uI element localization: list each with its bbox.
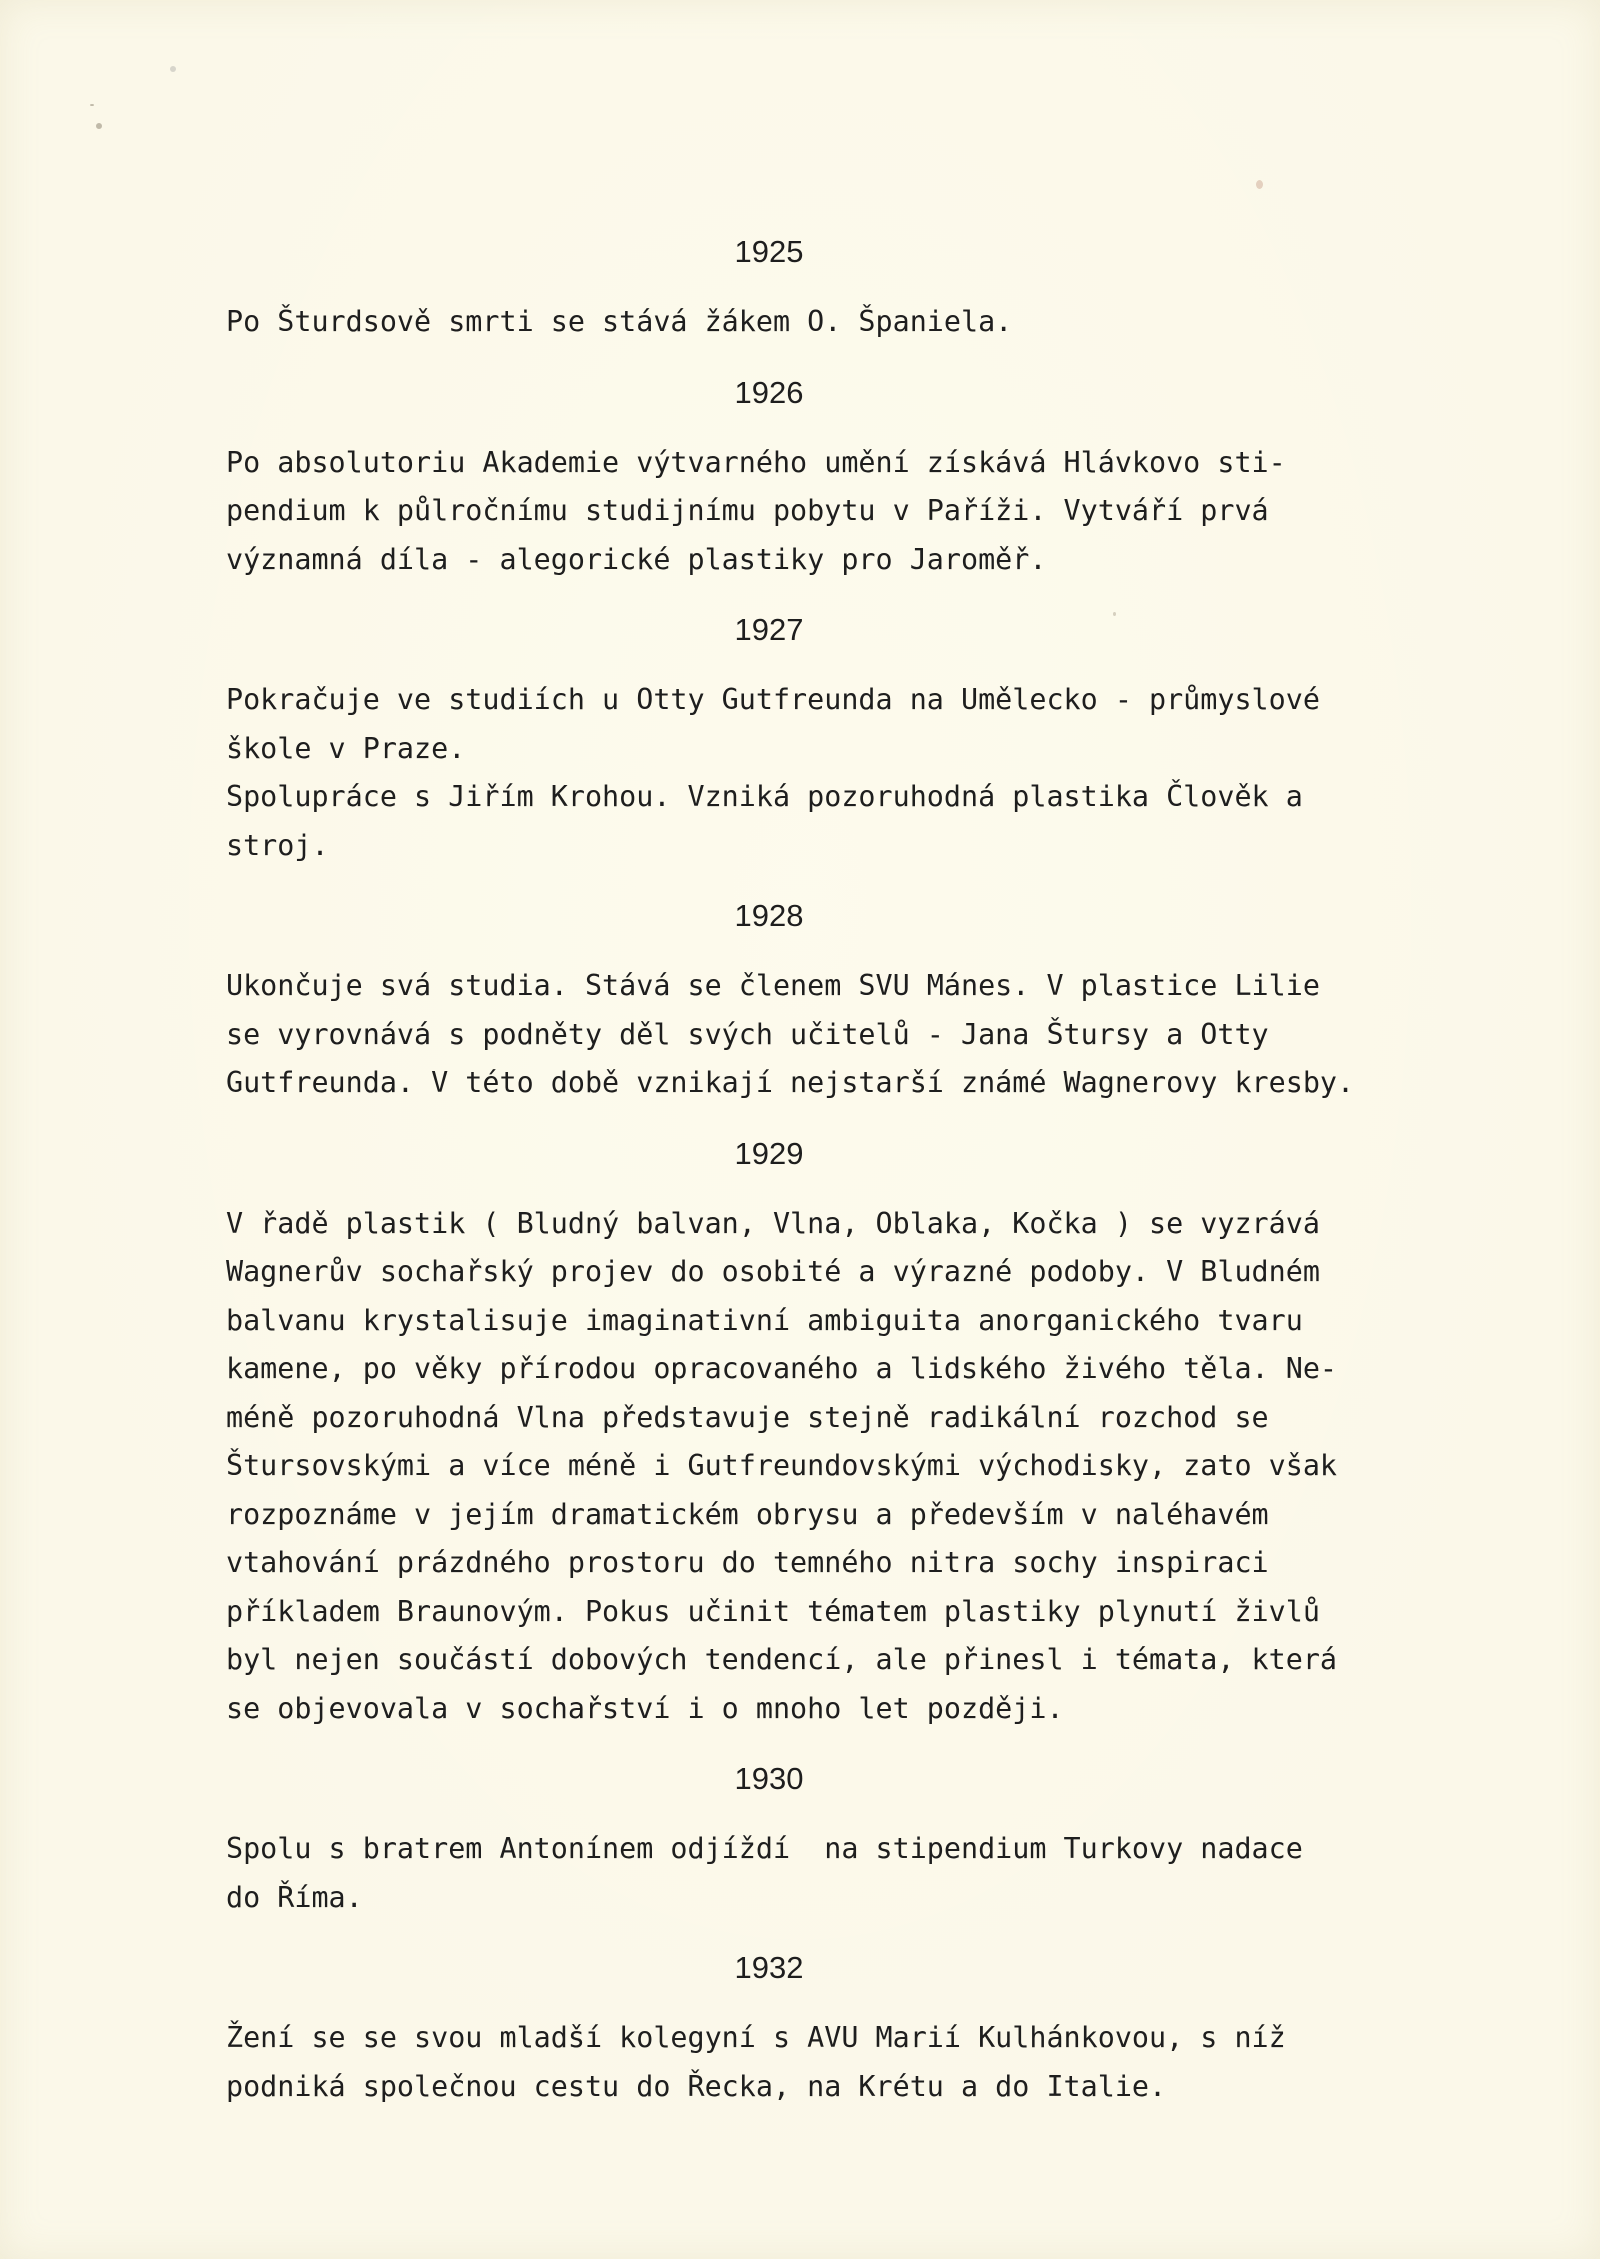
year-heading-1929: 1929 bbox=[734, 1135, 804, 1171]
heading-spacer bbox=[226, 1988, 1526, 2014]
section-spacer bbox=[226, 347, 1526, 373]
year-heading-1930: 1930 bbox=[734, 1761, 804, 1796]
year-heading-1932: 1932 bbox=[734, 1950, 804, 1985]
text-line: Ukončuje svá studia. Stává se členem SVU Mánes. V plastice Lilie bbox=[226, 969, 1320, 1002]
entry-paragraph-1930 bbox=[226, 1825, 1526, 1922]
text-line: příkladem Braunovým. Pokus učinit tématem plastiky plynutí živlů bbox=[226, 1594, 1320, 1628]
text-line: vtahování prázdného prostoru do temného nitra sochy inspiraci bbox=[226, 1546, 1269, 1579]
entry-paragraph-1928 bbox=[226, 962, 1526, 1108]
text-line: Po Šturdsově smrti se stává žákem O. Španiela. bbox=[226, 305, 1013, 338]
section-spacer bbox=[226, 1922, 1526, 1948]
text-line: Pokračuje ve studiích u Otty Gutfreunda na Umělecko - průmyslové bbox=[226, 683, 1320, 716]
section-spacer bbox=[226, 584, 1526, 610]
heading-spacer bbox=[226, 413, 1526, 439]
paper-speck bbox=[1256, 180, 1263, 189]
entry-paragraph-1925 bbox=[226, 298, 1526, 347]
text-line: škole v Praze. bbox=[226, 731, 466, 765]
entry-paragraph-1926 bbox=[226, 439, 1526, 585]
heading-spacer bbox=[226, 272, 1526, 298]
heading-spacer bbox=[226, 1799, 1526, 1825]
entry-paragraph-1927 bbox=[226, 676, 1526, 870]
text-line: Wagnerův sochařský projev do osobité a výrazné podoby. V Bludném bbox=[226, 1255, 1320, 1288]
text-line: balvanu krystalisuje imaginativní ambiguita anorganického tvaru bbox=[226, 1303, 1303, 1337]
text-line: stroj. bbox=[226, 828, 329, 862]
text-line: do Říma. bbox=[226, 1880, 363, 1914]
text-line: pendium k půlročnímu studijnímu pobytu v Paříži. Vytváří prvá bbox=[226, 494, 1269, 527]
year-heading-1926: 1926 bbox=[734, 374, 804, 410]
text-line: Spolupráce s Jiřím Krohou. Vzniká pozoruhodná plastika Člověk a bbox=[226, 780, 1303, 813]
text-line: se vyrovnává s podněty děl svých učitelů - Jana Štursy a Otty bbox=[226, 1017, 1269, 1051]
heading-spacer bbox=[226, 936, 1526, 962]
text-line: Spolu s bratrem Antonínem odjíždí na stipendium Turkovy nadace bbox=[226, 1832, 1303, 1865]
text-line: významná díla - alegorické plastiky pro Jaroměř. bbox=[226, 542, 1047, 576]
text-line: Žení se se svou mladší kolegyní s AVU Marií Kulhánkovou, s níž bbox=[226, 2021, 1286, 2054]
section-spacer bbox=[226, 1108, 1526, 1134]
paper-speck bbox=[96, 123, 102, 129]
text-line: rozpoznáme v jejím dramatickém obrysu a především v naléhavém bbox=[226, 1497, 1269, 1531]
year-heading-1927: 1927 bbox=[734, 612, 804, 647]
text-line: V řadě plastik ( Bludný balvan, Vlna, Oblaka, Kočka ) se vyzrává bbox=[226, 1206, 1320, 1240]
entry-paragraph-1932 bbox=[226, 2014, 1526, 2111]
heading-spacer bbox=[226, 650, 1526, 676]
text-line: kamene, po věky přírodou opracovaného a lidského živého těla. Ne- bbox=[226, 1352, 1338, 1385]
section-spacer bbox=[226, 870, 1526, 896]
year-heading-1928: 1928 bbox=[734, 898, 804, 933]
entry-paragraph-1929 bbox=[226, 1200, 1526, 1734]
section-spacer bbox=[226, 1733, 1526, 1759]
text-line: byl nejen součástí dobových tendencí, ale přinesl i témata, která bbox=[226, 1643, 1338, 1676]
text-line: Gutfreunda. V této době vznikají nejstarší známé Wagnerovy kresby. bbox=[226, 1066, 1355, 1099]
heading-spacer bbox=[226, 1174, 1526, 1200]
text-line: Štursovskými a více méně i Gutfreundovskými východisky, zato však bbox=[226, 1449, 1338, 1482]
text-line: Po absolutoriu Akademie výtvarného umění získává Hlávkovo sti- bbox=[226, 445, 1286, 479]
chronology bbox=[226, 232, 1526, 2111]
text-line: méně pozoruhodná Vlna představuje stejně radikální rozchod se bbox=[226, 1400, 1269, 1434]
paper-speck bbox=[90, 104, 94, 106]
text-line: se objevovala v sochařství i o mnoho let později. bbox=[226, 1691, 1064, 1725]
year-heading-1925: 1925 bbox=[734, 234, 804, 269]
paper-speck bbox=[170, 66, 176, 72]
text-line: podniká společnou cestu do Řecka, na Krétu a do Italie. bbox=[226, 2069, 1167, 2103]
